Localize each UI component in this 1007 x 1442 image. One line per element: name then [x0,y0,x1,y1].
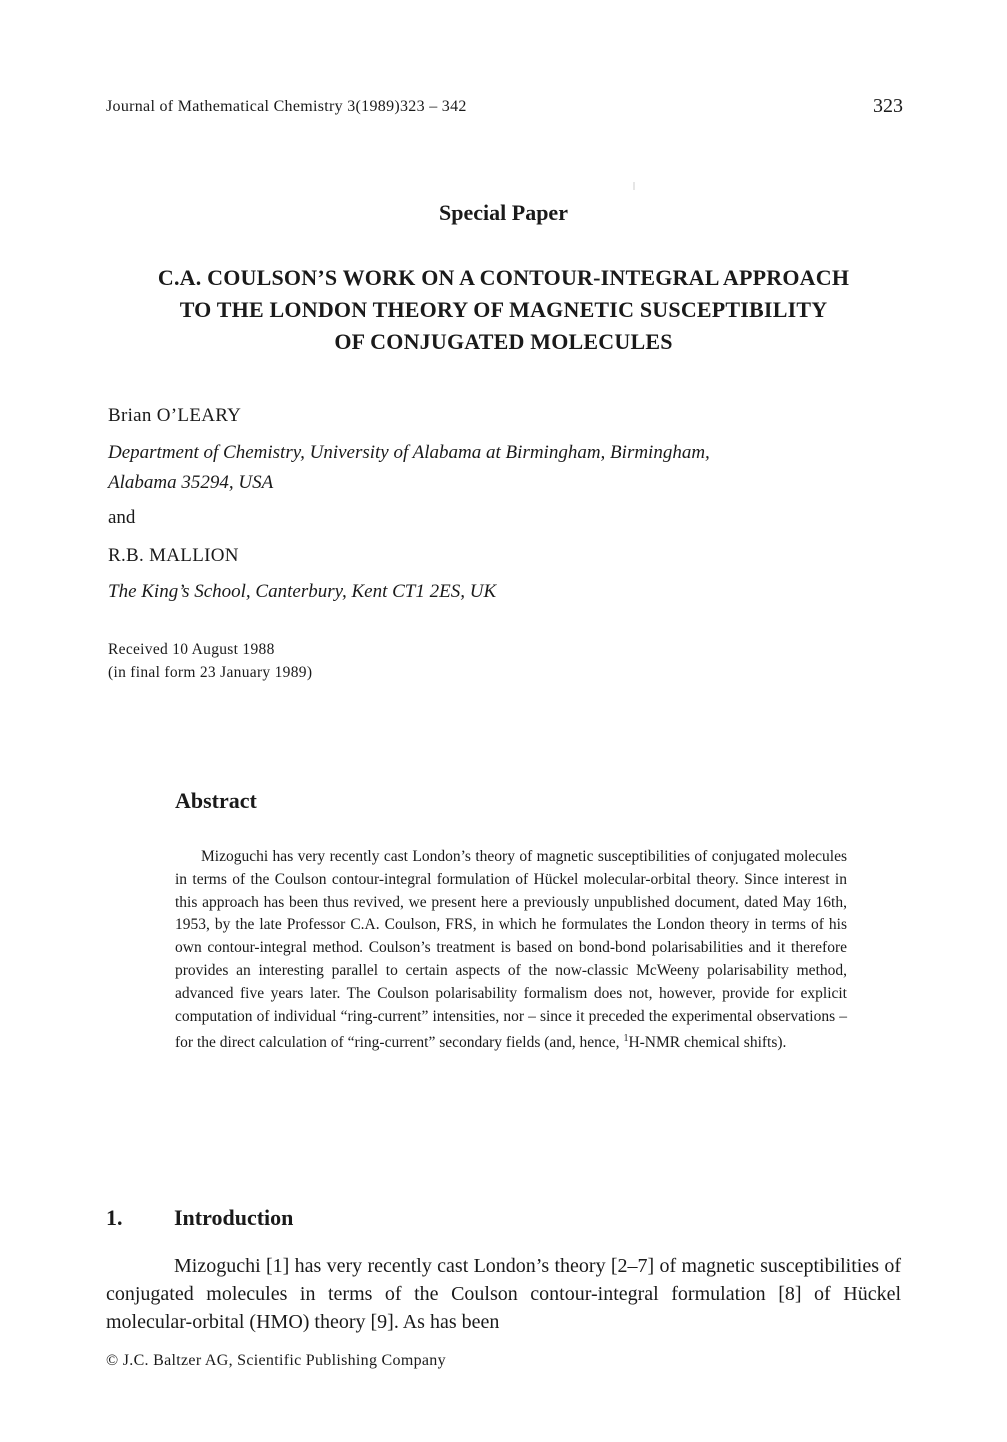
title-line: TO THE LONDON THEORY OF MAGNETIC SUSCEPTIBILITY [179,297,828,322]
journal-reference: Journal of Mathematical Chemistry 3(1989)323 – 342 [106,98,467,115]
author-affiliation [108,438,710,498]
introduction-body [106,1252,901,1336]
title-line: OF CONJUGATED MOLECULES [334,329,673,354]
body-paragraph: Mizoguchi [1] has very recently cast London’s theory [2–7] of magnetic susceptibilities of conjugated molecules in terms of the Coulson contour-integral formulation [8] of Hückel molecular-orbital (HMO) theory [9]. As has been [106,1255,901,1333]
section-heading [106,1205,293,1231]
affiliation-line: Department of Chemistry, University of Alabama at Birmingham, Birmingham, [108,442,710,463]
abstract-heading: Abstract [175,788,257,813]
author-name: Brian O’LEARY [108,405,242,426]
abstract-text-end: H-NMR chemical shifts). [628,1034,787,1052]
scan-mark [633,182,635,190]
superscript-mass-number: 1 [623,1033,629,1045]
copyright-notice: © J.C. Baltzer AG, Scientific Publishing Company [106,1352,446,1369]
author-name: R.B. MALLION [108,545,239,566]
paper-type-label: Special Paper [439,200,568,225]
received-date: Received 10 August 1988 [108,641,275,658]
paper-title [60,262,947,358]
affiliation-line: The King’s School, Canterbury, Kent CT1 2ES, UK [108,581,497,602]
section-title: Introduction [174,1205,294,1230]
page-number: 323 [873,95,903,117]
author-separator: and [108,507,136,528]
final-form-date: (in final form 23 January 1989) [108,664,313,681]
section-number: 1. [106,1205,123,1230]
title-line: C.A. COULSON’S WORK ON A CONTOUR-INTEGRAL APPROACH [157,265,850,290]
abstract-text: Mizoguchi has very recently cast London’s theory of magnetic susceptibilities of conjugated molecules in terms of the Coulson contour-integral formulation of Hückel molecular-orbital theory. Since interest in this approach has been thus revived, we present here a previously unpublished document, dated May 16th, 1953, by the late Professor C.A. Coulson, FRS, in which he formulates the London theory in terms of his own contour-integral method. Coulson’s treatment is based on bond-bond polarisabilities and it therefore provides an interesting parallel to certain aspects of the now-classic McWeeny polarisability method, advanced five years later. The Coulson polarisability formalism does not, however, provide for explicit computation of individual “ring-current” intensities, nor – since it preceded the experimental observations – for the direct calculation of “ring-current” secondary fields (and, hence, [175,848,847,1052]
affiliation-line: Alabama 35294, USA [108,472,274,493]
received-dates [108,638,312,684]
author-affiliation [108,577,496,607]
abstract-body [175,846,847,1055]
abstract-paragraph [175,846,847,1055]
